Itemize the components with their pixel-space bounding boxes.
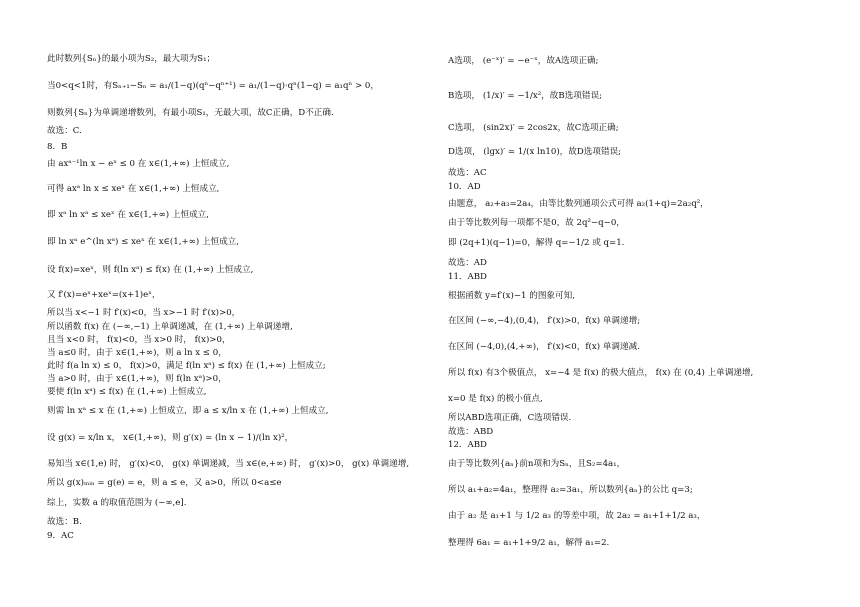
text-line: 此时 f(a ln x) ≤ 0， f(x)>0，满足 f(ln xᵃ) ≤ f(x) 在 (1,+∞) 上恒成立; [47,361,326,371]
text-line: 要使 f(ln xᵃ) ≤ f(x) 在 (1,+∞) 上恒成立, [47,387,207,397]
text-line: D选项， (lgx)′ = 1/(x ln10)，故D选项错误; [448,147,622,157]
text-line: C选项， (sin2x)′ = 2cos2x，故C选项正确; [448,123,619,133]
text-line: 8．B [47,142,68,152]
text-line: 由于等比数列{aₙ}前n项和为Sₙ，且S₂=4a₁， [448,459,626,469]
text-line: 10．AD [448,182,481,192]
text-line: 设 g(x) = x/ln x， x∈(1,+∞)，则 g′(x) = (ln x − 1)/(ln x)²， [47,433,294,443]
text-line: B选项， (1/x)′ = −1/x²，故B选项错误; [448,91,602,101]
text-line: 所以 a₁+a₂=4a₁，整理得 a₂=3a₁，所以数列{aₙ}的公比 q=3; [448,485,693,495]
text-line: 所以当 x<−1 时 f′(x)<0，当 x>−1 时 f′(x)>0， [47,308,241,318]
text-line: 当 a>0 时，由于 x∈(1,+∞)，则 f(ln xᵃ)>0， [47,374,227,384]
text-line: 则数列{Sₙ}为单调递增数列，有最小项S₁，无最大项，故C正确，D不正确. [47,108,334,118]
text-line: 故选：C. [47,126,82,136]
text-line: 在区间 (−4,0),(4,+∞)， f′(x)<0，f(x) 单调递减. [448,342,640,352]
text-line: 9．AC [47,531,74,541]
text-line: 所以函数 f(x) 在 (−∞,−1) 上单调递减，在 (1,+∞) 上单调递增, [47,322,293,332]
text-line: 又 f′(x)=eˣ+xeˣ=(x+1)eˣ， [47,290,161,300]
text-line: 由于 a₂ 是 a₁+1 与 1/2 a₃ 的等差中项，故 2a₂ = a₁+1+1/2 a₃， [448,511,706,521]
text-line: 且当 x<0 时， f(x)<0，当 x>0 时， f(x)>0， [47,335,231,345]
text-line: 12．ABD [448,440,487,450]
text-line: 可得 axᵃ ln x ≤ xeˣ 在 x∈(1,+∞) 上恒成立, [47,184,220,194]
text-line: 所以ABD选项正确，C选项错误. [448,413,572,423]
text-line: 根据函数 y=f′(x)−1 的图象可知, [448,291,575,301]
text-line: 故选：ABD [448,427,494,437]
text-line: 所以 g(x)ₘᵢₙ = g(e) = e，则 a ≤ e，又 a>0，所以 0<a≤e [47,478,282,488]
text-line: 由于等比数列每一项都不是0，故 2q²−q−0， [448,218,625,228]
text-line: 即 xᵃ ln xᵃ ≤ xeˣ 在 x∈(1,+∞) 上恒成立, [47,210,210,220]
text-line: 设 f(x)=xeˣ，则 f(ln xᵃ) ≤ f(x) 在 (1,+∞) 上恒成立, [47,265,254,275]
text-line: 故选：B. [47,517,82,527]
text-line: 由题意， a₂+a₃=2a₄，由等比数列通项公式可得 a₂(1+q)=2a₂q²， [448,199,709,209]
text-line: 当0<q<1时，有Sₙ₊₁−Sₙ = a₁/(1−q)(qⁿ−qⁿ⁺¹) = a₁/(1−q)·qⁿ(1−q) = a₁qⁿ > 0， [47,81,379,91]
text-line: 则需 ln xᵃ ≤ x 在 (1,+∞) 上恒成立，即 a ≤ x/ln x 在 (1,+∞) 上恒成立, [47,406,329,416]
text-line: 即 (2q+1)(q−1)=0，解得 q=−1/2 或 q=1. [448,238,625,248]
text-line: 故选：AD [448,258,487,268]
text-line: 故选：AC [448,168,487,178]
text-line: 当 a≤0 时，由于 x∈(1,+∞)，则 a ln x ≤ 0， [47,348,227,358]
text-line: 在区间 (−∞,−4),(0,4)， f′(x)>0，f(x) 单调递增; [448,316,641,326]
text-line: 整理得 6a₁ = a₁+1+9/2 a₁，解得 a₁=2. [448,538,610,548]
text-line: A选项， (e⁻ˣ)′ = −e⁻ˣ，故A选项正确; [448,56,599,66]
text-line: 由 axᵃ⁻¹ln x − eˣ ≤ 0 在 x∈(1,+∞) 上恒成立, [47,159,230,169]
text-line: x=0 是 f(x) 的极小值点, [448,394,543,404]
text-line: 即 ln xᵃ e^(ln xᵃ) ≤ xeˣ 在 x∈(1,+∞) 上恒成立, [47,237,240,247]
text-line: 综上，实数 a 的取值范围为 (−∞,e]. [47,498,187,508]
text-line: 易知当 x∈(1,e) 时， g′(x)<0， g(x) 单调递减，当 x∈(e,+∞) 时， g′(x)>0， g(x) 单调递增, [47,459,410,469]
text-line: 此时数列{Sₙ}的最小项为S₂，最大项为S₁； [47,54,216,64]
text-line: 11．ABD [448,272,487,282]
text-line: 所以 f(x) 有3个极值点， x=−4 是 f(x) 的极大值点， f(x) 在 (0,4) 上单调递增, [448,368,754,378]
